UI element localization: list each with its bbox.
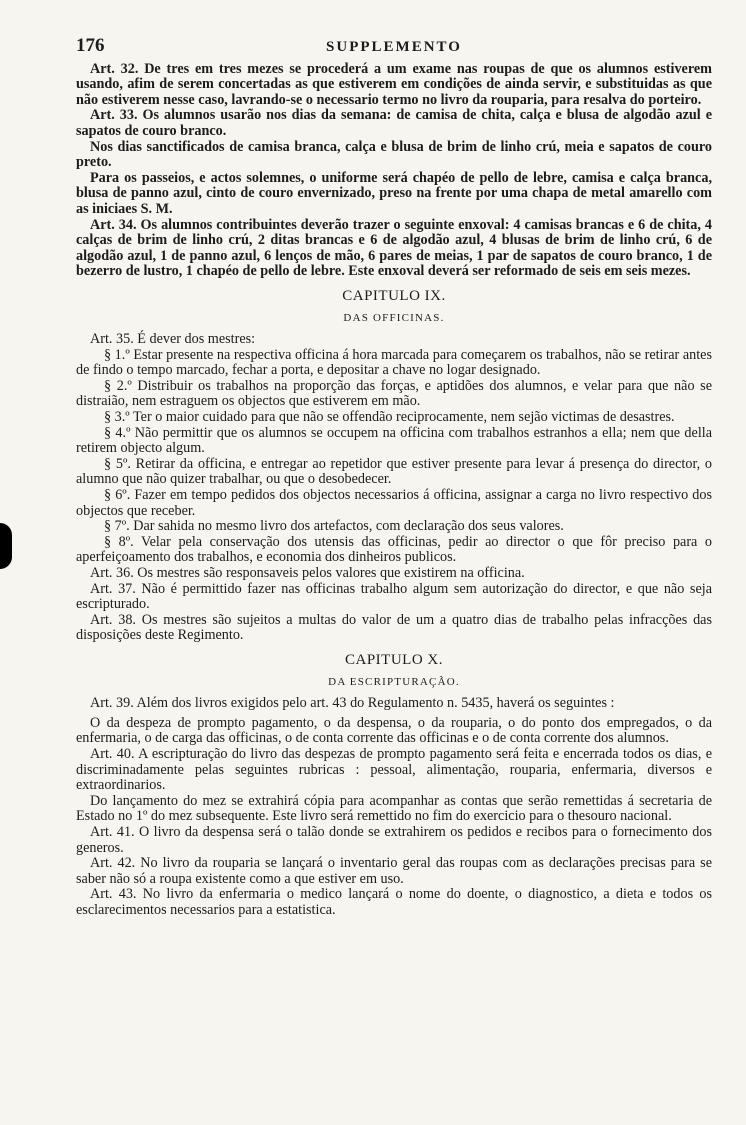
art-40: Art. 40. A escripturação do livro das despezas de prompto pagamento será feita e encerrada todos os dias, e discriminadamente pelas seguintes rubricas : pessoal, alimentação, rouparia, enfermaria, diversos e extraordinarios. [76,745,712,794]
art-38: Art. 38. Os mestres são sujeitos a multas do valor de um a quatro dias de trabalho pelas infracções das disposições deste Regimento. [76,611,712,644]
art-33: Art. 33. Os alumnos usarão nos dias da semana: de camisa de chita, calça e blusa de algodão azul e sapatos de couro branco. [76,107,712,139]
art-37: Art. 37. Não é permittido fazer nas officinas trabalho algum sem autorização do director, e que não seja escripturado. [76,580,712,613]
running-title: SUPPLEMENTO [326,39,462,55]
binding-mark [0,523,12,569]
art-33-sundays: Nos dias sanctificados de camisa branca, calça e blusa de brim de linho crú, meia e sapatos de couro preto. [76,138,712,171]
art-35: Art. 35. É dever dos mestres: [90,331,256,348]
section-uniforms [76,62,712,280]
art-41: Art. 41. O livro da despensa será o talão donde se extrahirem os pedidos e recibos para o fornecimento dos generos. [76,823,712,856]
chapter-ix-body [76,332,712,644]
chapter-ix-subtitle: DAS OFFICINAS. [343,311,445,324]
art-36: Art. 36. Os mestres são responsaveis pelos valores que existirem na officina. [90,565,525,581]
art-35-par-1: § 1.º Estar presente na respectiva officina á hora marcada para começarem os trabalhos, não se retirar antes de findo o tempo marcado, fechar a porta, e depositar a chave no logar designado. [76,346,712,379]
page-number: 176 [76,35,105,56]
chapter-x-subtitle: DA ESCRIPTURAÇÃO. [328,675,460,688]
art-35-par-2: § 2.º Distribuir os trabalhos na proporção das forças, e aptidões dos alumnos, e velar para que não se distraião, nem estraguem os objectos que estiverem em mão. [76,377,712,410]
art-40-monthly: Do lançamento do mez se extrahirá cópia para acompanhar as contas que serão remettidas á secretaria de Estado no 1º do mez subsequente. Este livro será remettido no fim do exercicio para o thesouro nacional. [76,792,712,825]
art-42: Art. 42. No livro da rouparia se lançará o inventario geral das roupas com as declarações precisas para se saber não só a roupa existente como a que estiver em uso. [76,855,712,887]
art-35-par-7: § 7º. Dar sahida no mesmo livro dos artefactos, com declaração dos seus valores. [104,518,564,535]
art-32: Art. 32. De tres em tres mezes se procederá a um exame nas roupas de que os alumnos estiverem usando, afim de serem concertadas as que estiverem em condições de ainda servir, e substituidas as que não estiverem nesse caso, lavrando-se o necessario termo no livro da rouparia, para resalva do porteiro. [76,60,712,108]
art-35-par-3: § 3.º Ter o maior cuidado para que não se offendão reciprocamente, nem sejão victimas de desastres. [104,409,675,426]
art-39-books: O da despeza de prompto pagamento, o da despensa, o da rouparia, o do ponto dos empregados, o da enfermaria, o de carga das officinas, o de conta corrente das officinas e o de conta corrente dos alumnos. [76,714,712,747]
art-33-outings: Para os passeios, e actos solemnes, o uniforme será chapéo de pello de lebre, camisa e calça branca, blusa de panno azul, cinto de couro envernizado, preso na frente por uma chapa de metal amarello com as iniciaes S. M. [76,169,712,217]
art-43: Art. 43. No livro da enfermaria o medico lançará o nome do doente, o diagnostico, a dieta e todos os esclarecimentos necessarios para a estatistica. [76,886,712,918]
art-34: Art. 34. Os alumnos contribuintes deverão trazer o seguinte enxoval: 4 camisas brancas e 6 de chita, 4 calças de brim de linho crú, 2 ditas brancas e 6 de algodão azul, 4 blusas de brim de linho crú, 6 de algodão azul, 1 de panno azul, 6 lenços de mão, 6 pares de meias, 1 par de sapatos de couro branco, 1 de bezerro de lustro, 1 chapéo de pello de lebre. Este enxoval deverá ser reformado de seis em seis mezes. [76,216,712,280]
art-35-par-6: § 6º. Fazer em tempo pedidos dos objectos necessarios á officina, assignar a carga no livro respectivo dos objectos que receber. [76,487,712,519]
chapter-x-body [76,696,712,918]
art-39: Art. 39. Além dos livros exigidos pelo art. 43 do Regulamento n. 5435, haverá os seguintes : [90,695,615,712]
art-35-par-8: § 8º. Velar pela conservação dos utensis das officinas, pedir ao director o que fôr preciso para o aperfeiçoamento dos trabalhos, e economia dos dinheiros publicos. [76,533,712,566]
art-35-par-5: § 5º. Retirar da officina, e entregar ao repetidor que estiver presente para levar á presença do director, o alumno que não quizer trabalhar, ou que o desobedecer. [76,455,712,488]
page-header [76,35,712,56]
chapter-x-title: CAPITULO X. [345,651,443,668]
art-35-par-4: § 4.º Não permittir que os alumnos se occupem na officina com trabalhos estranhos a ella; nem que della retirem objecto algum. [76,424,712,457]
chapter-ix-title: CAPITULO IX. [342,287,446,304]
